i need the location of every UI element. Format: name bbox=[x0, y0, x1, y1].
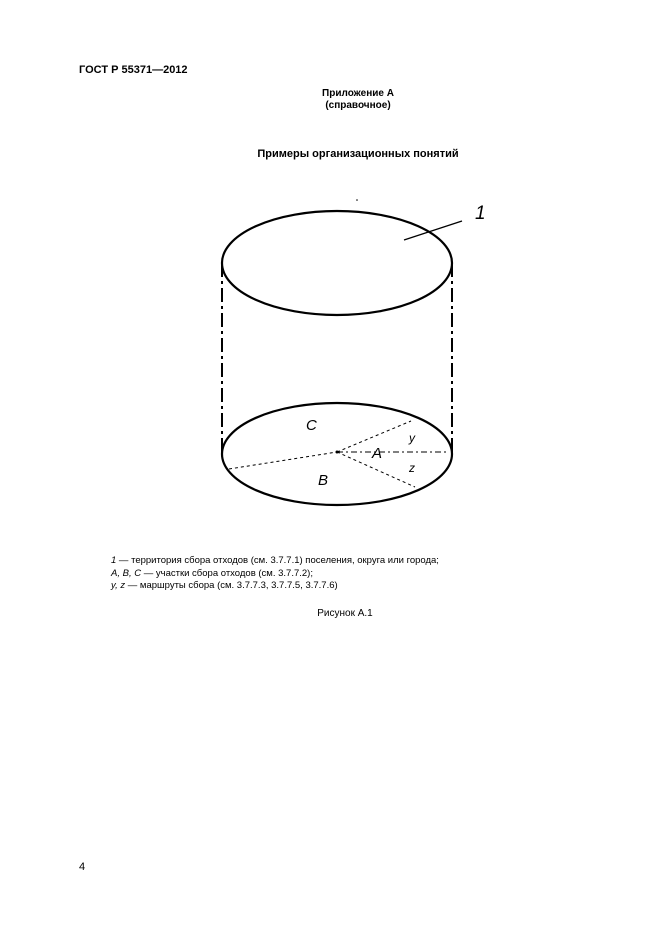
legend-key: у, z bbox=[111, 580, 126, 591]
label-route-y: y bbox=[409, 431, 415, 445]
legend-text: — территория сбора отходов (см. 3.7.7.1) поселения, округа или города; bbox=[116, 555, 439, 566]
label-territory: 1 bbox=[475, 203, 486, 224]
center-point bbox=[336, 451, 339, 454]
stray-dot bbox=[356, 199, 358, 201]
appendix-subtitle: (справочное) bbox=[325, 100, 391, 111]
page-number: 4 bbox=[79, 861, 86, 873]
bottom-ellipse bbox=[222, 403, 452, 505]
legend-text: — маршруты сбора (см. 3.7.7.3, 3.7.7.5, 3.7.7.6) bbox=[125, 580, 338, 591]
label-route-z: z bbox=[409, 461, 415, 475]
label-area-a: A bbox=[372, 445, 383, 462]
label-area-b: B bbox=[318, 472, 329, 489]
legend-item bbox=[111, 555, 439, 566]
top-ellipse bbox=[222, 211, 452, 315]
legend-key: А, В, С bbox=[111, 568, 142, 579]
legend-item bbox=[111, 568, 313, 579]
legend-text: — участки сбора отходов (см. 3.7.7.2); bbox=[141, 568, 313, 579]
legend-item bbox=[111, 580, 338, 591]
figure-caption: Рисунок А.1 bbox=[317, 608, 373, 619]
standard-number: ГОСТ Р 55371—2012 bbox=[79, 64, 188, 76]
boundary-line-left bbox=[229, 452, 337, 469]
section-heading: Примеры организационных понятий bbox=[257, 148, 459, 160]
appendix-title: Приложение А bbox=[322, 88, 394, 99]
legend-key: 1 bbox=[111, 555, 117, 566]
label-area-c: C bbox=[306, 417, 317, 434]
